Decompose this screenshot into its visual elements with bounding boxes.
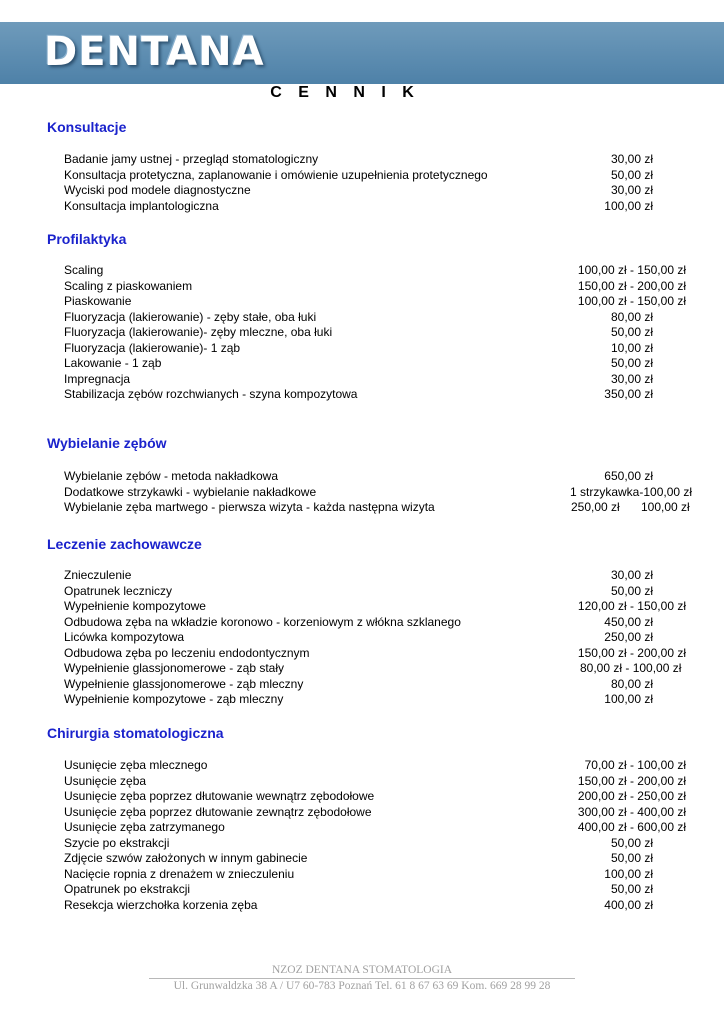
- section-title-wybielanie: Wybielanie zębów: [47, 435, 167, 451]
- service-name: Usunięcie zęba zatrzymanego: [64, 820, 225, 834]
- service-name: Konsultacja implantologiczna: [64, 198, 219, 213]
- service-name: Wybielanie zębów - metoda nakładkowa: [64, 469, 279, 483]
- service-name: Wypełnienie glassjonomerowe - ząb stały: [64, 661, 284, 675]
- price-row: [64, 805, 694, 821]
- service-price: 80,00 zł - 100,00 zł: [580, 661, 682, 675]
- service-price: 100,00 zł: [604, 866, 653, 881]
- price-row: [64, 836, 694, 852]
- price-row: [64, 500, 694, 516]
- service-name: Nacięcie ropnia z drenażem w znieczuleniu: [64, 866, 295, 881]
- service-price: 300,00 zł - 400,00 zł: [577, 804, 686, 819]
- price-row: [64, 774, 694, 790]
- service-price: 100,00 zł: [604, 692, 653, 706]
- service-price: 50,00 zł: [610, 583, 653, 598]
- page-title: C E N N I K: [270, 84, 420, 101]
- service-price: 80,00 zł: [610, 676, 653, 691]
- service-price: 70,00 zł - 100,00 zł: [584, 758, 686, 772]
- service-price: 150,00 zł - 200,00 zł: [577, 278, 686, 293]
- service-name: Fluoryzacja (lakierowanie)- zęby mleczne, oba łuki: [64, 325, 333, 339]
- service-price: 80,00 zł: [610, 309, 653, 324]
- service-name: Zdjęcie szwów założonych w innym gabinecie: [64, 851, 308, 865]
- price-row: [64, 199, 694, 215]
- service-price-next: 100,00 zł: [641, 500, 690, 514]
- service-price: 400,00 zł - 600,00 zł: [577, 820, 686, 834]
- price-row: [64, 387, 694, 403]
- price-row: [64, 882, 694, 898]
- price-row: [64, 372, 694, 388]
- service-price: 150,00 zł - 200,00 zł: [577, 645, 686, 660]
- service-name: Dodatkowe strzykawki - wybielanie nakładkowe: [64, 484, 317, 499]
- price-row: [64, 820, 694, 836]
- service-price: 650,00 zł: [604, 469, 653, 483]
- service-name: Odbudowa zęba po leczeniu endodontycznym: [64, 645, 310, 660]
- footer-company-name: NZOZ DENTANA STOMATOLOGIA: [149, 963, 575, 979]
- service-price: 50,00 zł: [610, 851, 653, 865]
- service-price: 30,00 zł: [610, 183, 653, 197]
- service-name: Fluoryzacja (lakierowanie)- 1 ząb: [64, 340, 241, 355]
- service-price: 30,00 zł: [610, 568, 653, 582]
- price-row: [64, 758, 694, 774]
- service-name: Usunięcie zęba mlecznego: [64, 758, 208, 772]
- service-name: Opatrunek leczniczy: [64, 583, 173, 598]
- service-name: Scaling: [64, 263, 104, 277]
- service-name: Wypełnienie kompozytowe - ząb mleczny: [64, 692, 284, 706]
- service-name: Resekcja wierzchołka korzenia zęba: [64, 897, 258, 912]
- price-row: [64, 485, 694, 501]
- footer: [149, 963, 575, 994]
- service-price: 400,00 zł: [604, 897, 653, 912]
- service-name: Wypełnienie glassjonomerowe - ząb mleczny: [64, 676, 304, 691]
- price-row: [64, 168, 694, 184]
- section-title-leczenie: Leczenie zachowawcze: [47, 536, 202, 552]
- service-price: 120,00 zł - 150,00 zł: [577, 599, 686, 613]
- service-price: 150,00 zł - 200,00 zł: [577, 773, 686, 788]
- service-price: 50,00 zł: [610, 167, 653, 182]
- service-price: 100,00 zł: [604, 198, 653, 213]
- price-row: [64, 615, 694, 631]
- price-row: [64, 599, 694, 615]
- service-price: 30,00 zł: [610, 371, 653, 386]
- service-name: Znieczulenie: [64, 568, 132, 582]
- price-row: [64, 692, 694, 708]
- service-name: Scaling z piaskowaniem: [64, 278, 193, 293]
- service-price: 50,00 zł: [610, 356, 653, 370]
- service-name: Usunięcie zęba poprzez dłutowanie wewnątrz zębodołowe: [64, 789, 375, 803]
- service-name: Lakowanie - 1 ząb: [64, 356, 162, 370]
- footer-address: Ul. Grunwaldzka 38 A / U7 60-783 Poznań Tel. 61 8 67 63 69 Kom. 669 28 99 28: [173, 980, 551, 992]
- service-price: 250,00 zł: [604, 630, 653, 644]
- price-row: [64, 677, 694, 693]
- price-row: [64, 341, 694, 357]
- section-title-konsultacje: Konsultacje: [47, 119, 127, 135]
- service-price: 350,00 zł: [604, 387, 653, 401]
- section-title-profilaktyka: Profilaktyka: [47, 231, 127, 247]
- service-price: 200,00 zł - 250,00 zł: [577, 789, 686, 803]
- price-row: [64, 630, 694, 646]
- price-row: [64, 310, 694, 326]
- service-price: 100,00 zł - 150,00 zł: [577, 263, 686, 277]
- price-row: [64, 646, 694, 662]
- price-row: [64, 263, 694, 279]
- service-price: 10,00 zł: [610, 340, 653, 355]
- service-price: 50,00 zł: [610, 325, 653, 339]
- service-name: Wypełnienie kompozytowe: [64, 599, 206, 613]
- service-name: Wyciski pod modele diagnostyczne: [64, 183, 251, 197]
- service-name: Impregnacja: [64, 371, 131, 386]
- price-row: [64, 568, 694, 584]
- service-name: Opatrunek po ekstrakcji: [64, 882, 191, 896]
- price-row: [64, 789, 694, 805]
- price-row: [64, 661, 694, 677]
- service-price: 100,00 zł - 150,00 zł: [577, 294, 686, 308]
- service-name: Fluoryzacja (lakierowanie) - zęby stałe, oba łuki: [64, 309, 317, 324]
- service-name: Stabilizacja zębów rozchwianych - szyna kompozytowa: [64, 387, 358, 401]
- section-title-chirurgia: Chirurgia stomatologiczna: [47, 725, 224, 741]
- service-name: Piaskowanie: [64, 294, 132, 308]
- price-row: [64, 469, 694, 485]
- price-row: [64, 294, 694, 310]
- service-name: Szycie po ekstrakcji: [64, 835, 170, 850]
- service-name: Licówka kompozytowa: [64, 630, 185, 644]
- service-name: Badanie jamy ustnej - przegląd stomatologiczny: [64, 152, 319, 166]
- service-price: 1 strzykawka-100,00 zł: [570, 484, 693, 499]
- service-price-first: 250,00 zł: [571, 500, 620, 514]
- service-name: Usunięcie zęba: [64, 773, 147, 788]
- service-price: 50,00 zł: [610, 835, 653, 850]
- service-price: 30,00 zł: [610, 152, 653, 166]
- service-price: 50,00 zł: [610, 882, 653, 896]
- service-name: Odbudowa zęba na wkładzie koronowo - korzeniowym z włókna szklanego: [64, 614, 461, 629]
- price-row: [64, 851, 694, 867]
- service-price: 450,00 zł: [604, 614, 653, 629]
- service-name: Konsultacja protetyczna, zaplanowanie i omówienie uzupełnienia protetycznego: [64, 167, 488, 182]
- price-row: [64, 152, 694, 168]
- service-name: Wybielanie zęba martwego - pierwsza wizyta - każda następna wizyta: [64, 500, 435, 514]
- price-row: [64, 584, 694, 600]
- price-row: [64, 867, 694, 883]
- price-row: [64, 325, 694, 341]
- price-row: [64, 183, 694, 199]
- service-name: Usunięcie zęba poprzez dłutowanie zewnątrz zębodołowe: [64, 804, 372, 819]
- price-row: [64, 356, 694, 372]
- price-row: [64, 898, 694, 914]
- brand-logo: DENTANA: [44, 29, 265, 75]
- price-row: [64, 279, 694, 295]
